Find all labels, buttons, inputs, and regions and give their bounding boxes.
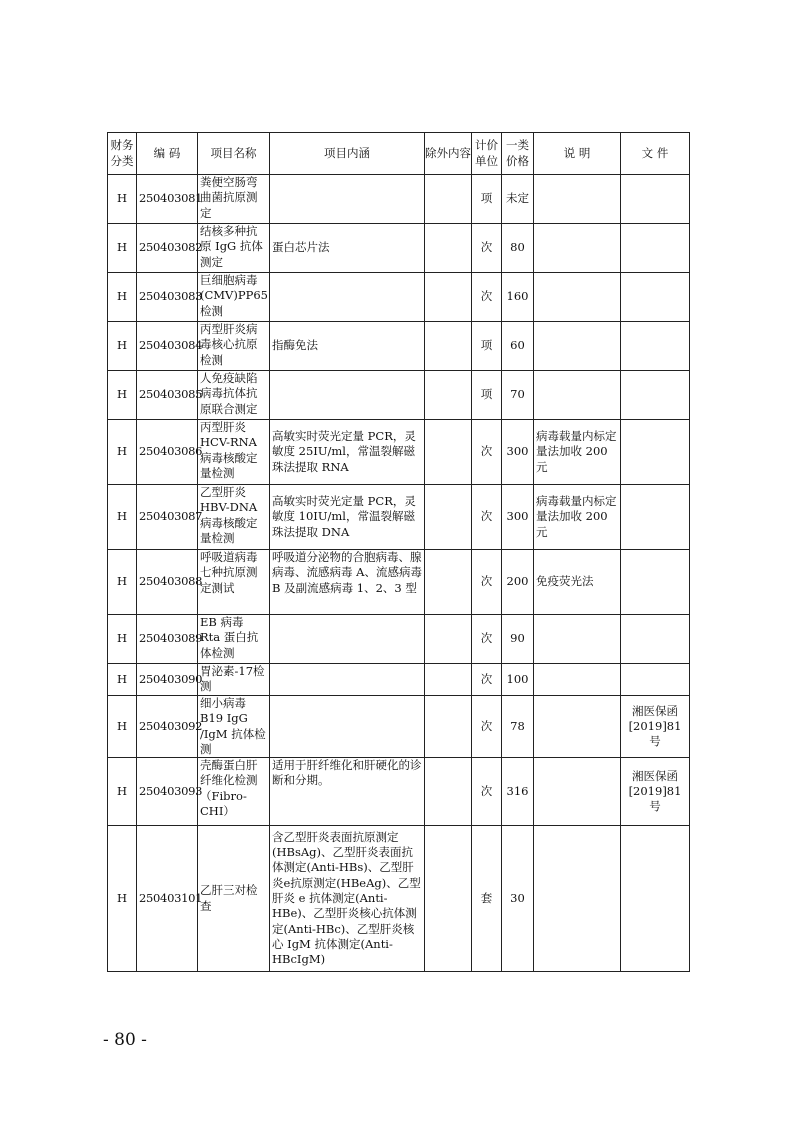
row-price: 30 <box>502 826 534 972</box>
row-category: H <box>108 485 137 550</box>
row-code: 250403088 <box>137 550 198 615</box>
row-excluded <box>425 696 472 758</box>
row-document <box>621 175 690 224</box>
header-content: 项目内涵 <box>270 133 425 175</box>
header-price: 一类价格 <box>502 133 534 175</box>
row-unit: 项 <box>472 322 502 371</box>
row-document <box>621 664 690 696</box>
row-code: 250403085 <box>137 371 198 420</box>
table-header-row <box>108 133 690 175</box>
header-excluded: 除外内容 <box>425 133 472 175</box>
table-row <box>108 696 690 758</box>
row-price: 300 <box>502 485 534 550</box>
row-name: 粪便空肠弯曲菌抗原测定 <box>198 175 270 224</box>
row-document: 湘医保函[2019]81号 <box>621 758 690 826</box>
row-excluded <box>425 664 472 696</box>
row-content <box>270 696 425 758</box>
row-price: 未定 <box>502 175 534 224</box>
row-category: H <box>108 664 137 696</box>
row-excluded <box>425 758 472 826</box>
fee-schedule-table <box>107 132 690 972</box>
table-row <box>108 550 690 615</box>
row-excluded <box>425 826 472 972</box>
row-note <box>534 175 621 224</box>
row-unit: 项 <box>472 175 502 224</box>
row-unit: 套 <box>472 826 502 972</box>
row-name: 巨细胞病毒(CMV)PP65检测 <box>198 273 270 322</box>
row-name: EB 病毒 Rta 蛋白抗体检测 <box>198 615 270 664</box>
row-code: 250403084 <box>137 322 198 371</box>
row-content: 含乙型肝炎表面抗原测定(HBsAg)、乙型肝炎表面抗体测定(Anti-HBs)、乙型肝炎e抗原测定(HBeAg)、乙型肝炎 e 抗体测定(Anti-HBe)、乙型肝炎核心抗体测定(Anti-HBc)、乙型肝炎核心 IgM 抗体测定(Anti-HBcIgM) <box>270 826 425 972</box>
row-note <box>534 615 621 664</box>
row-name: 乙型肝炎 HBV-DNA 病毒核酸定量检测 <box>198 485 270 550</box>
row-excluded <box>425 273 472 322</box>
row-category: H <box>108 420 137 485</box>
row-content <box>270 615 425 664</box>
row-note <box>534 273 621 322</box>
row-category: H <box>108 758 137 826</box>
row-content: 高敏实时荧光定量 PCR，灵敏度 10IU/ml，常温裂解磁珠法提取 DNA <box>270 485 425 550</box>
row-note <box>534 224 621 273</box>
row-category: H <box>108 224 137 273</box>
row-price: 90 <box>502 615 534 664</box>
row-excluded <box>425 371 472 420</box>
row-document <box>621 420 690 485</box>
row-code: 250403092 <box>137 696 198 758</box>
row-note <box>534 758 621 826</box>
row-document <box>621 371 690 420</box>
row-document <box>621 550 690 615</box>
table-row <box>108 664 690 696</box>
row-document: 湘医保函[2019]81号 <box>621 696 690 758</box>
row-price: 60 <box>502 322 534 371</box>
row-code: 250403086 <box>137 420 198 485</box>
row-price: 160 <box>502 273 534 322</box>
row-unit: 次 <box>472 758 502 826</box>
row-note <box>534 826 621 972</box>
row-category: H <box>108 615 137 664</box>
row-code: 250403087 <box>137 485 198 550</box>
table-row <box>108 826 690 972</box>
row-note <box>534 664 621 696</box>
header-code: 编 码 <box>137 133 198 175</box>
table-row <box>108 758 690 826</box>
header-unit: 计价单位 <box>472 133 502 175</box>
row-content <box>270 371 425 420</box>
table-row <box>108 273 690 322</box>
row-code: 250403081 <box>137 175 198 224</box>
row-content: 指酶免法 <box>270 322 425 371</box>
table-row <box>108 615 690 664</box>
row-unit: 次 <box>472 664 502 696</box>
row-price: 80 <box>502 224 534 273</box>
row-category: H <box>108 550 137 615</box>
table-row <box>108 224 690 273</box>
row-name: 呼吸道病毒七种抗原测定测试 <box>198 550 270 615</box>
row-excluded <box>425 322 472 371</box>
row-unit: 项 <box>472 371 502 420</box>
row-code: 250403101 <box>137 826 198 972</box>
row-content <box>270 273 425 322</box>
row-category: H <box>108 175 137 224</box>
header-note: 说 明 <box>534 133 621 175</box>
row-excluded <box>425 420 472 485</box>
row-unit: 次 <box>472 273 502 322</box>
row-content: 高敏实时荧光定量 PCR，灵敏度 25IU/ml，常温裂解磁珠法提取 RNA <box>270 420 425 485</box>
table-row <box>108 371 690 420</box>
row-note: 病毒载量内标定量法加收 200 元 <box>534 420 621 485</box>
row-name: 丙型肝炎 HCV-RNA 病毒核酸定量检测 <box>198 420 270 485</box>
table-row <box>108 322 690 371</box>
row-price: 100 <box>502 664 534 696</box>
table-row <box>108 175 690 224</box>
row-code: 250403090 <box>137 664 198 696</box>
row-unit: 次 <box>472 696 502 758</box>
row-content: 适用于肝纤维化和肝硬化的诊断和分期。 <box>270 758 425 826</box>
row-excluded <box>425 485 472 550</box>
row-excluded <box>425 224 472 273</box>
row-note <box>534 322 621 371</box>
row-category: H <box>108 826 137 972</box>
row-category: H <box>108 322 137 371</box>
row-name: 壳酶蛋白肝纤维化检测（Fibro-CHI） <box>198 758 270 826</box>
row-content: 呼吸道分泌物的合胞病毒、腺病毒、流感病毒 A、流感病毒 B 及副流感病毒 1、2、3 型 <box>270 550 425 615</box>
row-name: 结核多种抗原 IgG 抗体测定 <box>198 224 270 273</box>
row-note <box>534 371 621 420</box>
row-price: 78 <box>502 696 534 758</box>
row-note: 病毒载量内标定量法加收 200 元 <box>534 485 621 550</box>
row-unit: 次 <box>472 420 502 485</box>
row-category: H <box>108 371 137 420</box>
row-document <box>621 615 690 664</box>
row-category: H <box>108 696 137 758</box>
row-document <box>621 826 690 972</box>
row-document <box>621 273 690 322</box>
row-note: 免疫荧光法 <box>534 550 621 615</box>
row-code: 250403089 <box>137 615 198 664</box>
row-price: 70 <box>502 371 534 420</box>
row-name: 细小病毒 B19 IgG /IgM 抗体检测 <box>198 696 270 758</box>
row-excluded <box>425 175 472 224</box>
row-document <box>621 485 690 550</box>
row-document <box>621 224 690 273</box>
page-number: - 80 - <box>103 1030 147 1050</box>
row-excluded <box>425 615 472 664</box>
header-document: 文 件 <box>621 133 690 175</box>
row-unit: 次 <box>472 485 502 550</box>
row-unit: 次 <box>472 224 502 273</box>
table-row <box>108 485 690 550</box>
row-content: 蛋白芯片法 <box>270 224 425 273</box>
row-unit: 次 <box>472 550 502 615</box>
row-document <box>621 322 690 371</box>
row-code: 250403082 <box>137 224 198 273</box>
row-unit: 次 <box>472 615 502 664</box>
table-row <box>108 420 690 485</box>
row-price: 300 <box>502 420 534 485</box>
header-name: 项目名称 <box>198 133 270 175</box>
row-price: 316 <box>502 758 534 826</box>
row-price: 200 <box>502 550 534 615</box>
row-code: 250403083 <box>137 273 198 322</box>
header-category: 财务分类 <box>108 133 137 175</box>
row-name: 胃泌素-17检测 <box>198 664 270 696</box>
row-content <box>270 664 425 696</box>
row-category: H <box>108 273 137 322</box>
row-code: 250403093 <box>137 758 198 826</box>
row-name: 人免疫缺陷病毒抗体抗原联合测定 <box>198 371 270 420</box>
row-excluded <box>425 550 472 615</box>
row-name: 乙肝三对检查 <box>198 826 270 972</box>
row-note <box>534 696 621 758</box>
row-content <box>270 175 425 224</box>
row-name: 丙型肝炎病毒核心抗原检测 <box>198 322 270 371</box>
